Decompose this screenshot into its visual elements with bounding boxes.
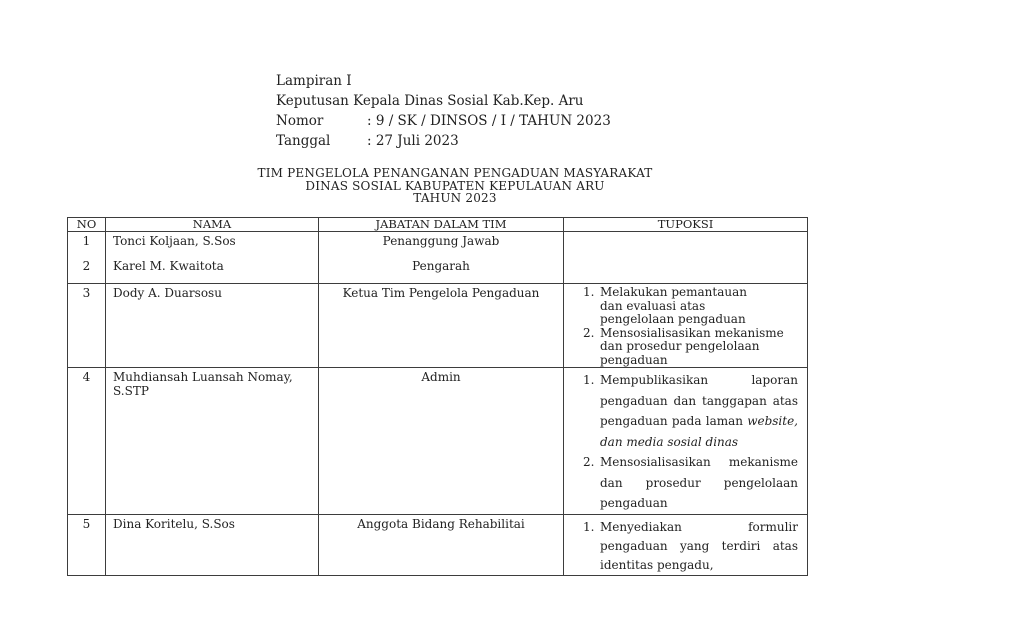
- table-row-5: [68, 514, 808, 575]
- document-title: [85, 167, 825, 205]
- table-row-4: [68, 368, 808, 515]
- column-header-nama: NAMA: [106, 218, 319, 232]
- column-header-jabatan: JABATAN DALAM TIM: [319, 218, 564, 232]
- item-text-italic: website, dan media sosial dinas: [600, 414, 798, 449]
- cell-nama-4: Muhdiansah Luansah Nomay, S.STP: [106, 368, 319, 515]
- cell-jabatan-1-2: [319, 232, 564, 284]
- item-number: 2.: [583, 325, 595, 340]
- nama-value-1: Tonci Koljaan, S.Sos: [113, 234, 236, 248]
- annex-line-keputusan: Keputusan Kepala Dinas Sosial Kab.Kep. Aru: [276, 93, 584, 109]
- tupoksi-item: [564, 370, 803, 452]
- cell-nama-1-2: [106, 232, 319, 284]
- title-line-2: DINAS SOSIAL KABUPATEN KEPULAUAN ARU: [305, 178, 605, 193]
- item-number: 1.: [583, 373, 595, 387]
- cell-no-1-2: [68, 232, 106, 284]
- cell-tupoksi-5: [564, 514, 808, 575]
- cell-no-3: 3: [68, 284, 106, 368]
- table-row-1-2: [68, 232, 808, 284]
- table-header-row: [68, 218, 808, 232]
- title-line-1: TIM PENGELOLA PENANGANAN PENGADUAN MASYARAKAT: [257, 166, 653, 180]
- cell-no-4: 4: [68, 368, 106, 515]
- no-value-2: 2: [82, 259, 91, 273]
- cell-tupoksi-1-2-empty: [564, 232, 808, 284]
- cell-no-5: 5: [68, 514, 106, 575]
- item-number: 1.: [583, 519, 595, 534]
- jabatan-value-1: Penanggung Jawab: [382, 234, 500, 248]
- tanggal-value: : 27 Juli 2023: [367, 133, 459, 149]
- cell-jabatan-4: Admin: [319, 368, 564, 515]
- title-line-3: TAHUN 2023: [413, 191, 497, 205]
- cell-jabatan-3: Ketua Tim Pengelola Pengaduan: [319, 284, 564, 368]
- tanggal-label: Tanggal: [276, 133, 331, 149]
- nomor-value: : 9 / SK / DINSOS / I / TAHUN 2023: [367, 113, 611, 129]
- team-table: [67, 217, 808, 576]
- cell-nama-3: Dody A. Duarsosu: [106, 284, 319, 368]
- item-text: Menyediakan formulir pengaduan yang terdiri atas identitas pengadu,: [600, 519, 798, 572]
- cell-jabatan-5: Anggota Bidang Rehabilitai: [319, 514, 564, 575]
- item-text: Melakukan pemantauan dan evaluasi atas pengelolaan pengaduan: [600, 285, 747, 326]
- column-header-no: NO: [68, 218, 106, 232]
- item-number: 2.: [583, 455, 595, 469]
- tupoksi-item: [564, 518, 803, 575]
- tupoksi-item: [564, 452, 803, 514]
- no-value-1: 1: [82, 234, 91, 248]
- jabatan-value-2: Pengarah: [412, 259, 470, 273]
- item-text: Mensosialisasikan mekanisme dan prosedur pengelolaan pengaduan: [600, 455, 798, 510]
- table-row-3: [68, 284, 808, 368]
- annex-line-nomor: [276, 111, 611, 131]
- item-text: Mensosialisasikan mekanisme dan prosedur pengelolaan pengaduan: [600, 325, 784, 367]
- tupoksi-item: [564, 286, 803, 327]
- item-text: [600, 370, 798, 452]
- cell-tupoksi-4: [564, 368, 808, 515]
- column-header-tupoksi: TUPOKSI: [564, 218, 808, 232]
- annex-header: [276, 71, 611, 151]
- annex-line-tanggal: [276, 131, 611, 151]
- nama-value-2: Karel M. Kwaitota: [113, 259, 224, 273]
- nomor-label: Nomor: [276, 113, 324, 129]
- annex-line-lampiran: Lampiran I: [276, 73, 352, 89]
- tupoksi-item: [564, 327, 803, 368]
- cell-tupoksi-3: [564, 284, 808, 368]
- item-text-normal: Mempublikasikan laporan pengaduan dan tanggapan atas pengaduan pada laman: [600, 373, 798, 428]
- item-number: 1.: [583, 285, 595, 299]
- cell-nama-5: Dina Koritelu, S.Sos: [106, 514, 319, 575]
